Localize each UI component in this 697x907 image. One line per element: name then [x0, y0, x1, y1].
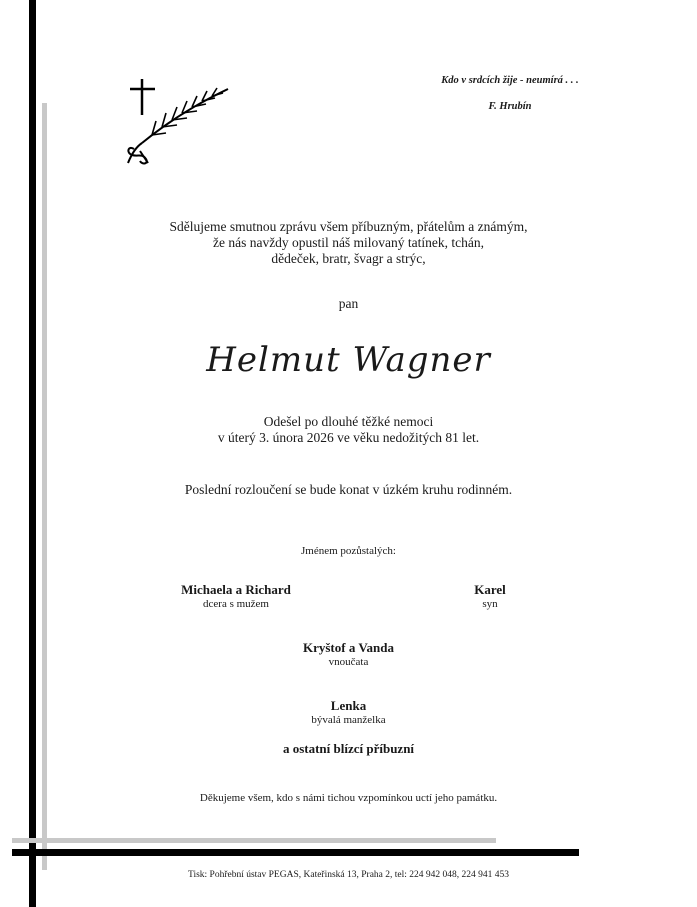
motto-author: F. Hrubín [488, 101, 532, 112]
mourner-group [430, 582, 550, 610]
farewell: Poslední rozloučení se bude konat v úzkém kruhu rodinném. [184, 482, 513, 497]
death-info-line: v úterý 3. února 2026 ve věku nedožitých 81 let. [217, 430, 480, 445]
deceased-name: Helmut Wagner [206, 340, 491, 380]
mourner-name: Michaela a Richard [181, 582, 291, 597]
announcement-line: že nás navždy opustil náš milovaný tatínek, tchán, [212, 235, 485, 250]
announcement-line: Sdělujeme smutnou zprávu všem příbuzným, přátelům a známým, [169, 219, 528, 234]
death-info [0, 414, 697, 446]
death-info-line: Odešel po dlouhé těžké nemoci [263, 414, 434, 429]
border-grey-horizontal [12, 838, 496, 843]
mourner-relation: vnoučata [328, 656, 369, 668]
palm-branch-icon [124, 85, 234, 170]
mourner-group [156, 582, 316, 610]
printer-info: Tisk: Pohřební ústav PEGAS, Kateřinská 13, Praha 2, tel: 224 942 048, 224 941 453 [187, 870, 510, 880]
mourner-group [0, 640, 697, 668]
mourner-relation: bývalá manželka [311, 714, 386, 726]
mourner-name: Karel [474, 582, 506, 597]
other-relatives: a ostatní blízcí příbuzní [282, 741, 415, 756]
border-black-vertical [29, 0, 36, 907]
mourner-group [0, 698, 697, 726]
announcement [0, 219, 697, 267]
mourner-name: Lenka [330, 698, 367, 713]
thanks: Děkujeme všem, kdo s námi tichou vzpomínkou uctí jeho památku. [199, 792, 498, 804]
border-black-horizontal [12, 849, 579, 856]
mourner-relation: dcera s mužem [203, 598, 269, 610]
mourner-name: Kryštof a Vanda [302, 640, 395, 655]
mourner-relation: syn [482, 598, 498, 610]
announcement-line: dědeček, bratr, švagr a strýc, [271, 251, 426, 266]
mourners-intro: Jménem pozůstalých: [300, 545, 396, 557]
motto-quote: Kdo v srdcích žije - neumírá . . . [441, 75, 579, 86]
title-prefix: pan [338, 296, 359, 311]
